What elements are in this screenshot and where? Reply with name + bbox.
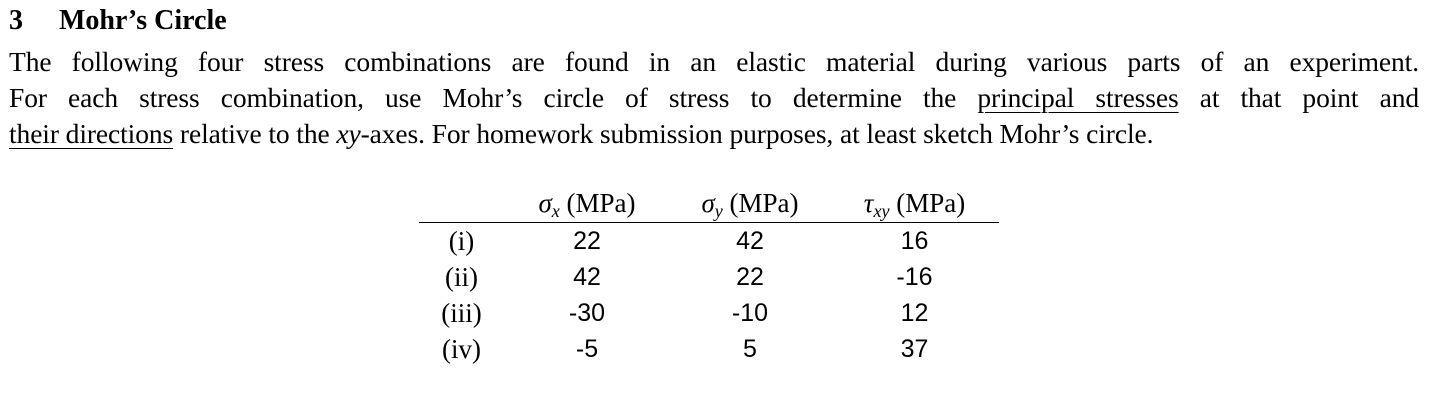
header-sigma-x xyxy=(504,184,670,223)
row-label: (iv) xyxy=(442,334,481,364)
principal-stresses-term: principal stresses xyxy=(977,82,1179,113)
xy-math: xy xyxy=(336,118,361,149)
sigma-y-value: -10 xyxy=(731,299,769,327)
paragraph-line-1: The following four stress combinations are found in an elastic material during various parts of an experiment. xyxy=(9,46,1419,77)
paragraph-line-3 xyxy=(9,116,1419,152)
header-sigma-x-unit: (MPa) xyxy=(559,188,636,218)
header-sigma-y xyxy=(670,184,830,223)
header-sigma-y-symbol: σ xyxy=(701,188,715,218)
row-label: (i) xyxy=(448,226,475,256)
tau-xy-value: 37 xyxy=(900,335,929,363)
tau-xy-value: 12 xyxy=(900,299,929,327)
sigma-x-value: 22 xyxy=(573,227,601,255)
sigma-x-value: -5 xyxy=(575,335,599,363)
sigma-y-value: 42 xyxy=(736,227,764,255)
table-row xyxy=(419,331,999,367)
header-tau-xy-sub: xy xyxy=(873,201,890,221)
header-tau-xy-unit: (MPa) xyxy=(889,188,966,218)
sigma-x-value: -30 xyxy=(568,299,606,327)
table-header-row xyxy=(419,184,999,223)
their-directions-term: their directions xyxy=(9,118,174,149)
header-tau-xy xyxy=(830,184,999,223)
table-row xyxy=(419,259,999,295)
header-sigma-y-sub: y xyxy=(714,201,723,221)
paragraph-line-2 xyxy=(9,80,1419,116)
sigma-y-value: 22 xyxy=(736,263,764,291)
tau-xy-value: -16 xyxy=(896,263,933,291)
header-sigma-x-symbol: σ xyxy=(538,188,552,218)
row-label: (ii) xyxy=(445,262,478,292)
section-number: 3 xyxy=(9,5,23,36)
stress-combinations-table xyxy=(419,184,999,367)
table-row xyxy=(419,223,999,260)
line3-post-text: -axes. For homework submission purposes, at least sketch Mohr’s circle. xyxy=(360,118,1154,149)
header-row-label xyxy=(419,184,504,223)
sigma-y-value: 5 xyxy=(743,335,757,363)
header-sigma-y-unit: (MPa) xyxy=(722,188,799,218)
table-row xyxy=(419,295,999,331)
line2-pre-text: For each stress combination, use Mohr’s circle of stress to determine the xyxy=(9,82,978,113)
sigma-x-value: 42 xyxy=(573,263,601,291)
section-title: Mohr’s Circle xyxy=(59,5,227,36)
problem-statement xyxy=(9,44,1419,152)
row-label: (iii) xyxy=(441,298,482,328)
header-tau-xy-symbol: τ xyxy=(863,188,874,218)
tau-xy-value: 16 xyxy=(900,227,929,255)
header-sigma-x-sub: x xyxy=(551,201,560,221)
line3-mid-text: relative to the xyxy=(173,118,337,149)
section-heading xyxy=(9,3,227,39)
line2-post-text: at that point and xyxy=(1178,82,1419,113)
